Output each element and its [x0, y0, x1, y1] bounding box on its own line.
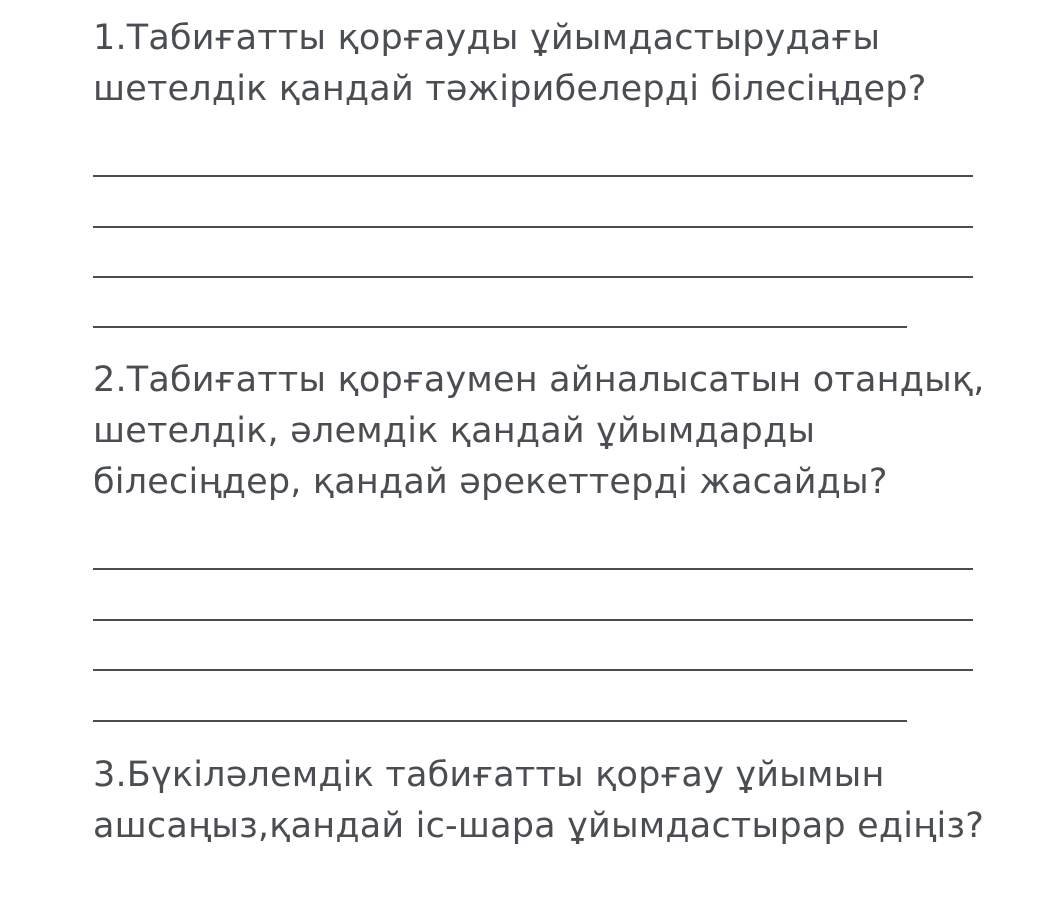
answer-line[interactable]: [93, 568, 973, 570]
answer-line[interactable]: [93, 326, 907, 328]
question-3-line-1: 3.Бүкіләлемдік табиғатты қорғау ұйымын: [93, 755, 885, 795]
answer-line[interactable]: [93, 720, 907, 722]
question-2-line-1: 2.Табиғатты қорғаумен айналысатын отандық,: [93, 360, 985, 400]
question-1-line-1: 1.Табиғатты қорғауды ұйымдастырудағы: [93, 18, 881, 58]
question-2-line-2: шетелдік, әлемдік қандай ұйымдарды: [93, 411, 816, 451]
answer-line[interactable]: [93, 226, 973, 228]
answer-line[interactable]: [93, 276, 973, 278]
question-1-line-2: шетелдік қандай тәжірибелерді білесіңдер?: [93, 69, 927, 109]
question-2-line-3: білесіңдер, қандай әрекеттерді жасайды?: [93, 462, 888, 502]
answer-line[interactable]: [93, 669, 973, 671]
answer-line[interactable]: [93, 175, 973, 177]
question-3-line-2: ашсаңыз,қандай іс-шара ұйымдастырар едіңіз?: [93, 806, 985, 846]
answer-line[interactable]: [93, 619, 973, 621]
